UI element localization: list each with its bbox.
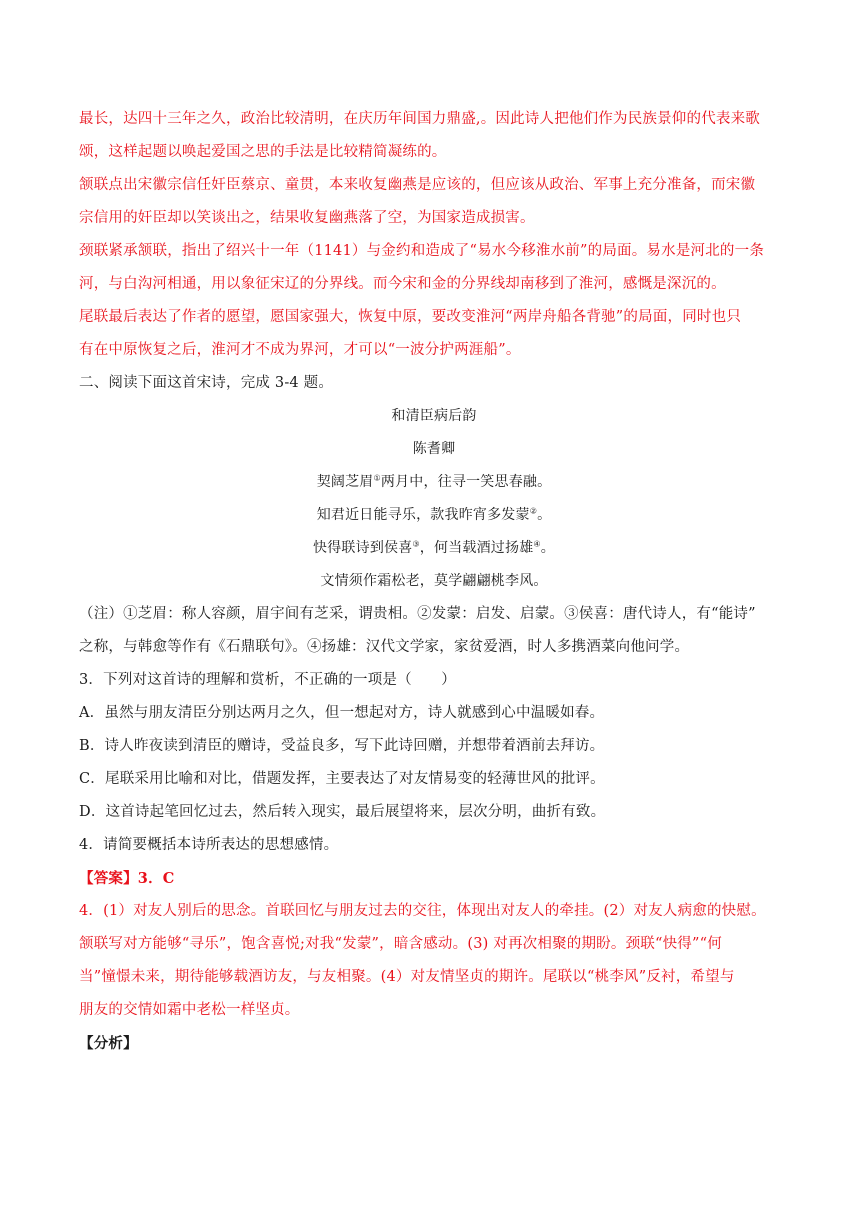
note-line: 之称，与韩愈等作有《石鼎联句》。④扬雄：汉代文学家，家贫爱酒，时人多携酒菜向他问学。: [79, 639, 690, 655]
text-line: 颈联紧承颔联，指出了绍兴十一年（1141）与金约和造成了“易水今移淮水前”的局面。易水是河北的一条: [79, 243, 765, 259]
section-heading: 二、阅读下面这首宋诗，完成 3-4 题。: [79, 375, 334, 391]
poem-line-3: [79, 532, 789, 565]
answer-label: 【答案】3．C: [79, 870, 175, 887]
page-content: [79, 103, 789, 1060]
poem-line-1: [79, 466, 789, 499]
poem-title: 和清臣病后韵: [391, 408, 477, 424]
answer-explanation-block: [79, 103, 789, 367]
footnote-marker: ②: [529, 506, 538, 516]
text-line: 河，与白沟河相通，用以象征宋辽的分界线。而今宋和金的分界线却南移到了淮河，感慨是深沉的。: [79, 276, 726, 292]
answer-line: 4．(1）对友人别后的思念。首联回忆与朋友过去的交往，体现出对友人的牵挂。(2）对友人病愈的快慰。: [79, 903, 766, 919]
question-3: [79, 664, 789, 829]
text-line: 宗信用的奸臣却以笑谈出之，结果收复幽燕落了空，为国家造成损害。: [79, 210, 535, 226]
answer-block: [79, 862, 789, 1027]
poem-text: ，何当载酒过扬雄: [419, 540, 534, 556]
poem-line-4: 文情须作霜松老，莫学翩翩桃李风。: [320, 573, 548, 589]
poem-text: 知君近日能寻乐，款我昨宵多发蒙: [316, 507, 530, 523]
option-d: D．这首诗起笔回忆过去，然后转入现实，最后展望将来，层次分明，曲折有致。: [79, 804, 606, 820]
option-a: A．虽然与朋友清臣分别达两月之久，但一想起对方，诗人就感到心中温暖如春。: [79, 705, 605, 721]
answer-line: 朋友的交情如霜中老松一样坚贞。: [79, 1002, 300, 1018]
analysis-label: 【分析】: [79, 1035, 138, 1052]
text-line: 尾联最后表达了作者的愿望，愿国家强大，恢复中原，要改变淮河“两岸舟船各背驰”的局面，同时也只: [79, 309, 742, 325]
question-stem: 3．下列对这首诗的理解和赏析，不正确的一项是（ ）: [79, 672, 456, 688]
text-line: 最长，达四十三年之久，政治比较清明，在庆历年间国力鼎盛,。因此诗人把他们作为民族景仰的代表来歌: [79, 111, 761, 127]
poem-notes: [79, 598, 789, 664]
option-b: B．诗人昨夜读到清臣的赠诗，受益良多，写下此诗回赠，并想带着酒前去拜访。: [79, 738, 605, 754]
poem-text: 契阔芝眉: [316, 474, 374, 490]
poem-author: 陈耆卿: [412, 441, 456, 457]
answer-line: 颔联写对方能够“寻乐”，饱含喜悦;对我“发蒙”，暗含感动。(3) 对再次相聚的期盼。颈联“快得”“何: [79, 936, 722, 952]
option-c: C．尾联采用比喻和对比，借题发挥，主要表达了对友情易变的轻薄世风的批评。: [79, 771, 605, 787]
footnote-marker: ④: [533, 539, 541, 549]
text-line: 有在中原恢复之后，淮河才不成为界河，才可以“一波分护两涯船”。: [79, 342, 521, 358]
text-line: 颔联点出宋徽宗信任奸臣蔡京、童贯，本来收复幽燕是应该的，但应该从政治、军事上充分准备，而宋徽: [79, 177, 756, 193]
footnote-marker: ③: [412, 539, 420, 549]
footnote-marker: ①: [373, 473, 381, 483]
question-4: 4．请简要概括本诗所表达的思想感情。: [79, 837, 339, 853]
poem-text: 。: [540, 540, 555, 556]
text-line: 颂，这样起题以唤起爱国之思的手法是比较精简凝练的。: [79, 144, 447, 160]
poem-text: 快得联诗到侯喜: [313, 540, 413, 556]
poem-line-2: [79, 499, 789, 532]
poem-text: 。: [537, 507, 552, 523]
poem: [79, 400, 789, 598]
note-line: （注）①芝眉：称人容颜，眉宇间有芝采，谓贵相。②发蒙：启发、启蒙。③侯喜：唐代诗人，有“能诗”: [79, 606, 756, 622]
answer-line: 当”憧憬未来，期待能够载酒访友，与友相聚。(4）对友情坚贞的期许。尾联以“桃李风”反衬，希望与: [79, 969, 735, 985]
poem-text: 两月中，往寻一笑思春融。: [380, 474, 552, 490]
